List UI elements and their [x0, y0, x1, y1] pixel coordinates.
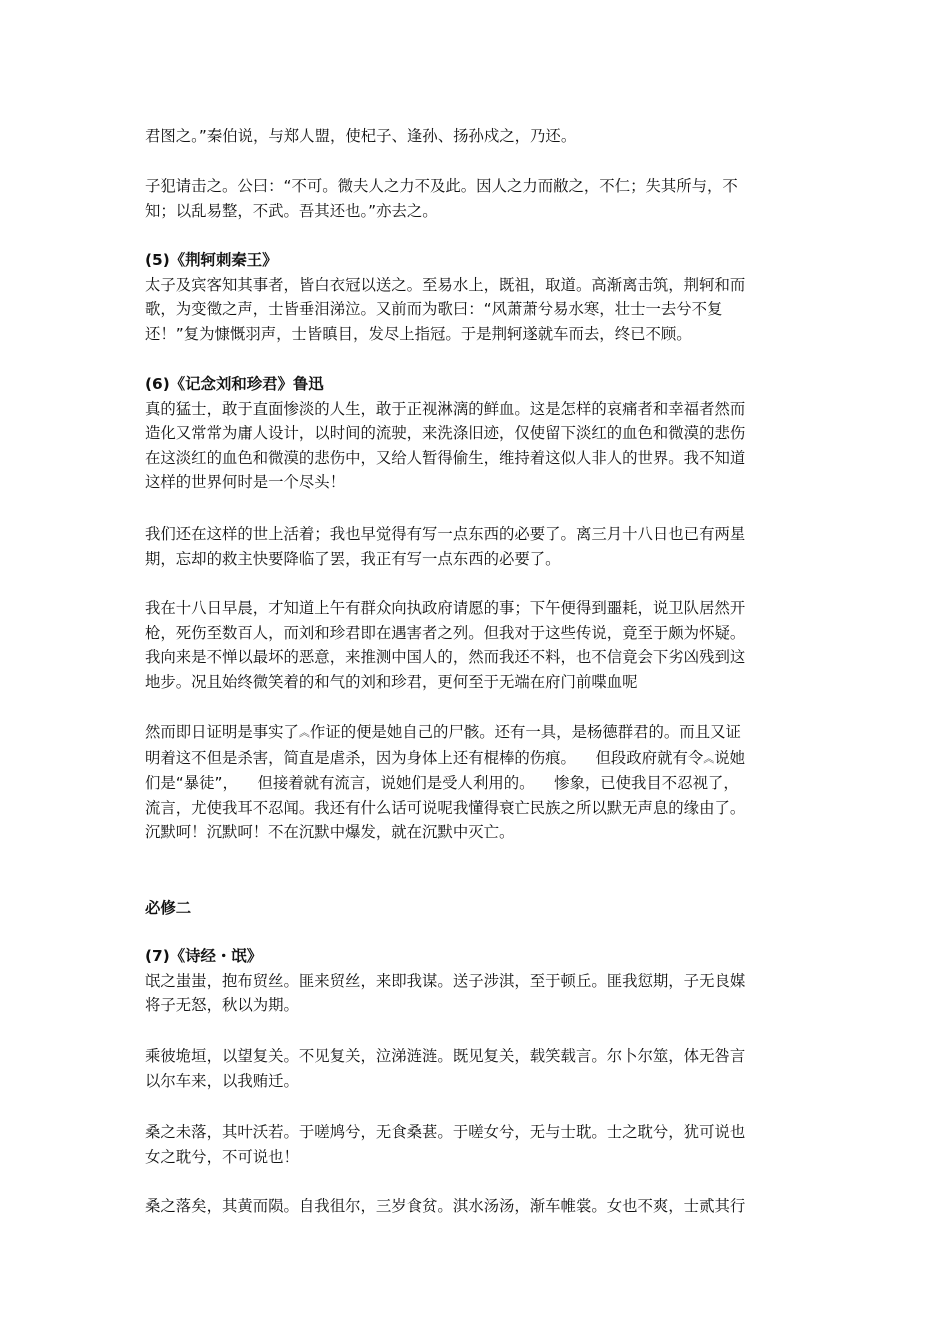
text-line: 知；以乱易整，不武。吾其还也。”亦去之。 — [145, 201, 438, 220]
paragraph-shibari — [145, 596, 810, 694]
text-line: 歌，为变徵之声，士皆垂泪涕泣。又前而为歌曰：“风萧萧兮易水寒，壮士一去兮不复 — [145, 300, 723, 319]
text-line: 太子及宾客知其事者，皆白衣冠以送之。至易水上，既祖，取道。高渐离击筑，荆轲和而 — [145, 275, 746, 294]
section-heading: (5)《荆轲刺秦王》 — [145, 251, 278, 269]
text-line: 我向来是不惮以最坏的恶意，来推测中国人的，然而我还不料，也不信竟会下劣凶残到这 — [145, 648, 746, 667]
section-bixiu-er — [145, 896, 810, 921]
section-heading: (7)《诗经・氓》 — [145, 947, 263, 965]
section-liuhezhen — [145, 372, 810, 495]
text-line: 这样的世界何时是一个尽头！ — [145, 473, 346, 492]
text-line: 女之耽兮，不可说也！ — [145, 1147, 299, 1166]
section-shijing-meng — [145, 944, 810, 1018]
text-line: 枪，死伤至数百人，而刘和珍君即在遇害者之列。但我对于这些传说，竟至于颇为怀疑。 — [145, 623, 746, 642]
text-line: 以尔车来，以我贿迁。 — [145, 1071, 299, 1090]
text-line: 君图之。”秦伯说，与郑人盟，使杞子、逢孙、扬孙戍之，乃还。 — [145, 127, 577, 145]
text-line: 流言，尤使我耳不忍闻。我还有什么话可说呢我懂得衰亡民族之所以默无声息的缘由了。 — [145, 798, 746, 817]
symbol-mark: ︽ — [298, 726, 310, 739]
section-jingke — [145, 248, 810, 346]
text-line: 我在十八日早晨，才知道上午有群众向执政府请愿的事；下午便得到噩耗，说卫队居然开 — [145, 599, 746, 617]
text-line: 造化又常常为庸人设计，以时间的流驶，来洗涤旧迹，仅使留下淡红的血色和微漠的悲伤 — [145, 424, 746, 443]
paragraph-chengbi — [145, 1044, 810, 1093]
text-line: 真的猛士，敢于直面惨淡的人生，敢于正视淋漓的鲜血。这是怎样的哀痛者和幸福者然而 — [145, 399, 746, 418]
paragraph-zhuzhiwu-ending — [145, 124, 810, 149]
text-line: 乘彼垝垣，以望复关。不见复关，泣涕涟涟。既见复关，载笑载言。尔卜尔筮，体无咎言 — [145, 1047, 746, 1065]
paragraph-women-haizai — [145, 522, 810, 571]
text-line: 桑之落矣，其黄而陨。自我徂尔，三岁食贫。淇水汤汤，渐车帷裳。女也不爽，士贰其行 — [145, 1197, 746, 1215]
paragraph-chenmo — [145, 720, 810, 845]
text-line: 将子无怒，秋以为期。 — [145, 996, 299, 1015]
paragraph-sangzhi-weiluo — [145, 1120, 810, 1169]
text-line: 还！”复为慷慨羽声，士皆瞋目，发尽上指冠。于是荆轲遂就车而去，终已不顾。 — [145, 324, 692, 343]
text-line: 地步。况且始终微笑着的和气的刘和珍君，更何至于无端在府门前喋血呢 — [145, 672, 638, 691]
symbol-mark: ︽ — [703, 751, 715, 765]
text-line: 氓之蚩蚩，抱布贸丝。匪来贸丝，来即我谋。送子涉淇，至于顿丘。匪我愆期，子无良媒 — [145, 971, 746, 990]
text-line: 沉默呵！沉默呵！不在沉默中爆发，就在沉默中灭亡。 — [145, 823, 515, 842]
text-line: 们是“暴徒”， 但接着就有流言，说她们是受人利用的。 惨象，已使我目不忍视了， — [145, 774, 739, 793]
text-line: 明着这不但是杀害，简直是虐杀，因为身体上还有棍棒的伤痕。 但段政府就有令︽说她 — [145, 746, 810, 772]
text-line: 子犯请击之。公曰：“不可。微夫人之力不及此。因人之力而敝之，不仁；失其所与，不 — [145, 177, 738, 195]
text-line: 然而即日证明是事实了︽作证的便是她自己的尸骸。还有一具，是杨德群君的。而且又证 — [145, 720, 810, 746]
paragraph-zifan — [145, 174, 810, 223]
text-line: 在这淡红的血色和微漠的悲伤中，又给人暂得偷生，维持着这似人非人的世界。我不知道 — [145, 448, 746, 467]
section-heading: 必修二 — [145, 899, 192, 917]
text-line: 我们还在这样的世上活着；我也早觉得有写一点东西的必要了。离三月十八日也已有两星 — [145, 525, 746, 543]
section-heading: (6)《记念刘和珍君》鲁迅 — [145, 375, 324, 393]
paragraph-sangzhi-luoyi — [145, 1194, 810, 1219]
text-line: 桑之未落，其叶沃若。于嗟鸠兮，无食桑葚。于嗟女兮，无与士耽。士之耽兮，犹可说也 — [145, 1123, 746, 1141]
text-line: 期，忘却的救主快要降临了罢，我正有写一点东西的必要了。 — [145, 549, 561, 568]
